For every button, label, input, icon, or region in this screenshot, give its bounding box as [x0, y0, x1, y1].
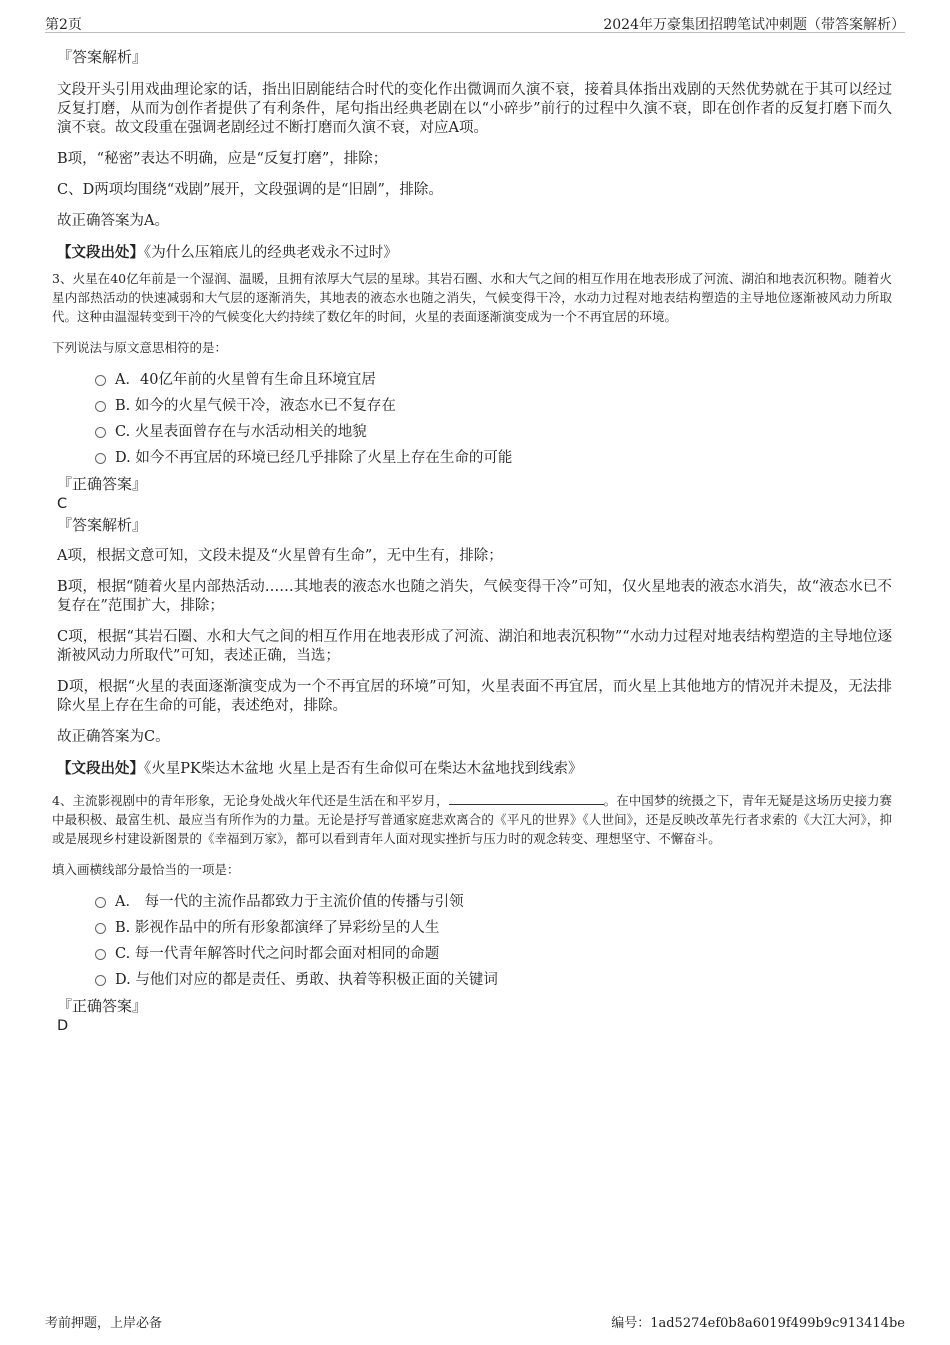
option-label: B. 如今的火星气候干冷，液态水已不复存在 [115, 398, 396, 414]
radio-icon[interactable] [95, 975, 106, 986]
q3-answer-label: 『正确答案』 [57, 475, 148, 493]
q4-answer-label: 『正确答案』 [57, 997, 148, 1015]
page-number: 第2页 [45, 17, 82, 33]
q3-options [95, 367, 892, 471]
q2-conclusion: 故正确答案为A。 [57, 213, 169, 229]
q3-analysis-c: C项，根据“其岩石圈、水和大气之间的相互作用在地表形成了河流、湖泊和地表沉积物”“水动力过程对地表结构塑造的主导地位逐渐被风动力所取代”可知，表述正确，当选； [57, 629, 892, 664]
q3-source-text: 《火星PK柴达木盆地 火星上是否有生命似可在柴达木盆地找到线索》 [144, 761, 583, 777]
q3-option-d[interactable] [95, 445, 892, 471]
radio-icon[interactable] [95, 375, 106, 386]
q4-text-after: 。在中国梦的统摄之下，青年无疑是这场历史接力赛中最积极、最富生机、最应当有所作为的力量。无论是抒写普通家庭悲欢离合的《平凡的世界》《人世间》，还是反映改革先行者求索的《大江大河》，抑或是展现乡村建设新图景的《幸福到万家》，都可以看到青年人面对现实挫折与压力时的观念转变、理想坚守、不懈奋斗。 [52, 793, 892, 846]
radio-icon[interactable] [95, 427, 106, 438]
fill-in-blank [449, 792, 604, 805]
q2-analysis-b: B项，“秘密”表达不明确，应是“反复打磨”，排除； [57, 151, 388, 167]
q3-source [57, 759, 892, 779]
q2-source-text: 《为什么压箱底儿的经典老戏永不过时》 [144, 245, 398, 261]
page-header [45, 10, 905, 33]
radio-icon[interactable] [95, 401, 106, 412]
q3-text: 3、火星在40亿年前是一个湿润、温暖，且拥有浓厚大气层的星球。其岩石圈、水和大气之间的相互作用在地表形成了河流、湖泊和地表沉积物。随着火星内部热活动的快速减弱和大气层的逐渐消失，其地表的液态水也随之消失，气候变得干冷，水动力过程对地表结构塑造的主导地位逐渐被风动力所取代。这种由温湿转变到干冷的气候变化大约持续了数亿年的时间，火星的表面逐渐演变成为一个不再宜居的环境。 [52, 271, 892, 324]
radio-icon[interactable] [95, 897, 106, 908]
q4-option-a[interactable] [95, 889, 892, 915]
document-body [52, 46, 892, 1034]
q4-prompt: 填入画横线部分最恰当的一项是： [52, 862, 240, 877]
q4-answer: D [57, 1018, 69, 1034]
q4-options [95, 889, 892, 993]
q3-option-a[interactable] [95, 367, 892, 393]
q2-analysis-cd: C、D两项均围绕“戏剧”展开，文段强调的是“旧剧”，排除。 [57, 182, 443, 198]
q3-option-b[interactable] [95, 393, 892, 419]
q3-source-label: 【文段出处】 [57, 760, 144, 777]
option-label: B. 影视作品中的所有形象都演绎了异彩纷呈的人生 [115, 920, 440, 936]
document-title: 2024年万豪集团招聘笔试冲刺题（带答案解析） [603, 17, 905, 33]
q3-analysis-label: 『答案解析』 [57, 516, 148, 534]
q2-analysis-label: 『答案解析』 [57, 48, 148, 66]
option-label: D. 与他们对应的都是责任、勇敢、执着等积极正面的关键词 [115, 972, 498, 988]
radio-icon[interactable] [95, 923, 106, 934]
option-label: C. 每一代青年解答时代之问时都会面对相同的命题 [115, 946, 440, 962]
q3-analysis-a: A项，根据文意可知，文段未提及“火星曾有生命”，无中生有，排除； [57, 548, 503, 564]
q3-option-c[interactable] [95, 419, 892, 445]
option-label: A． 每一代的主流作品都致力于主流价值的传播与引领 [115, 894, 464, 910]
q3-analysis-d: D项，根据“火星的表面逐渐演变成为一个不再宜居的环境”可知，火星表面不再宜居，而火星上其他地方的情况并未提及，无法排除火星上存在生命的可能，表述绝对，排除。 [57, 679, 892, 714]
radio-icon[interactable] [95, 453, 106, 464]
q4-text-before: 4、主流影视剧中的青年形象，无论身处战火年代还是生活在和平岁月， [52, 793, 449, 808]
option-label: A．40亿年前的火星曾有生命且环境宜居 [115, 372, 376, 388]
radio-icon[interactable] [95, 949, 106, 960]
q3-conclusion: 故正确答案为C。 [57, 729, 170, 745]
q4-text [52, 791, 892, 848]
q2-source [57, 243, 892, 263]
option-label: D. 如今不再宜居的环境已经几乎排除了火星上存在生命的可能 [115, 450, 513, 466]
option-label: C. 火星表面曾存在与水活动相关的地貌 [115, 424, 367, 440]
q4-option-b[interactable] [95, 915, 892, 941]
document-id: 编号：1ad5274ef0b8a6019f499b9c913414be [611, 1316, 905, 1331]
q3-analysis-b: B项，根据“随着火星内部热活动……其地表的液态水也随之消失，气候变得干冷”可知，仅火星地表的液态水消失，故“液态水已不复存在”范围扩大，排除； [57, 579, 892, 614]
q3-prompt: 下列说法与原文意思相符的是： [52, 340, 228, 355]
q2-analysis-main: 文段开头引用戏曲理论家的话，指出旧剧能结合时代的变化作出微调而久演不衰，接着具体指出戏剧的天然优势就在于其可以经过反复打磨，从而为创作者提供了有利条件，尾句指出经典老剧在以“小碎步”前行的过程中久演不衰，即在创作者的反复打磨下而久演不衰。故文段重在强调老剧经过不断打磨而久演不衰，对应A项。 [57, 82, 892, 136]
q4-option-d[interactable] [95, 967, 892, 993]
q3-answer: C [57, 496, 68, 512]
q2-source-label: 【文段出处】 [57, 244, 144, 261]
q4-option-c[interactable] [95, 941, 892, 967]
footer-slogan: 考前押题，上岸必备 [45, 1316, 163, 1331]
